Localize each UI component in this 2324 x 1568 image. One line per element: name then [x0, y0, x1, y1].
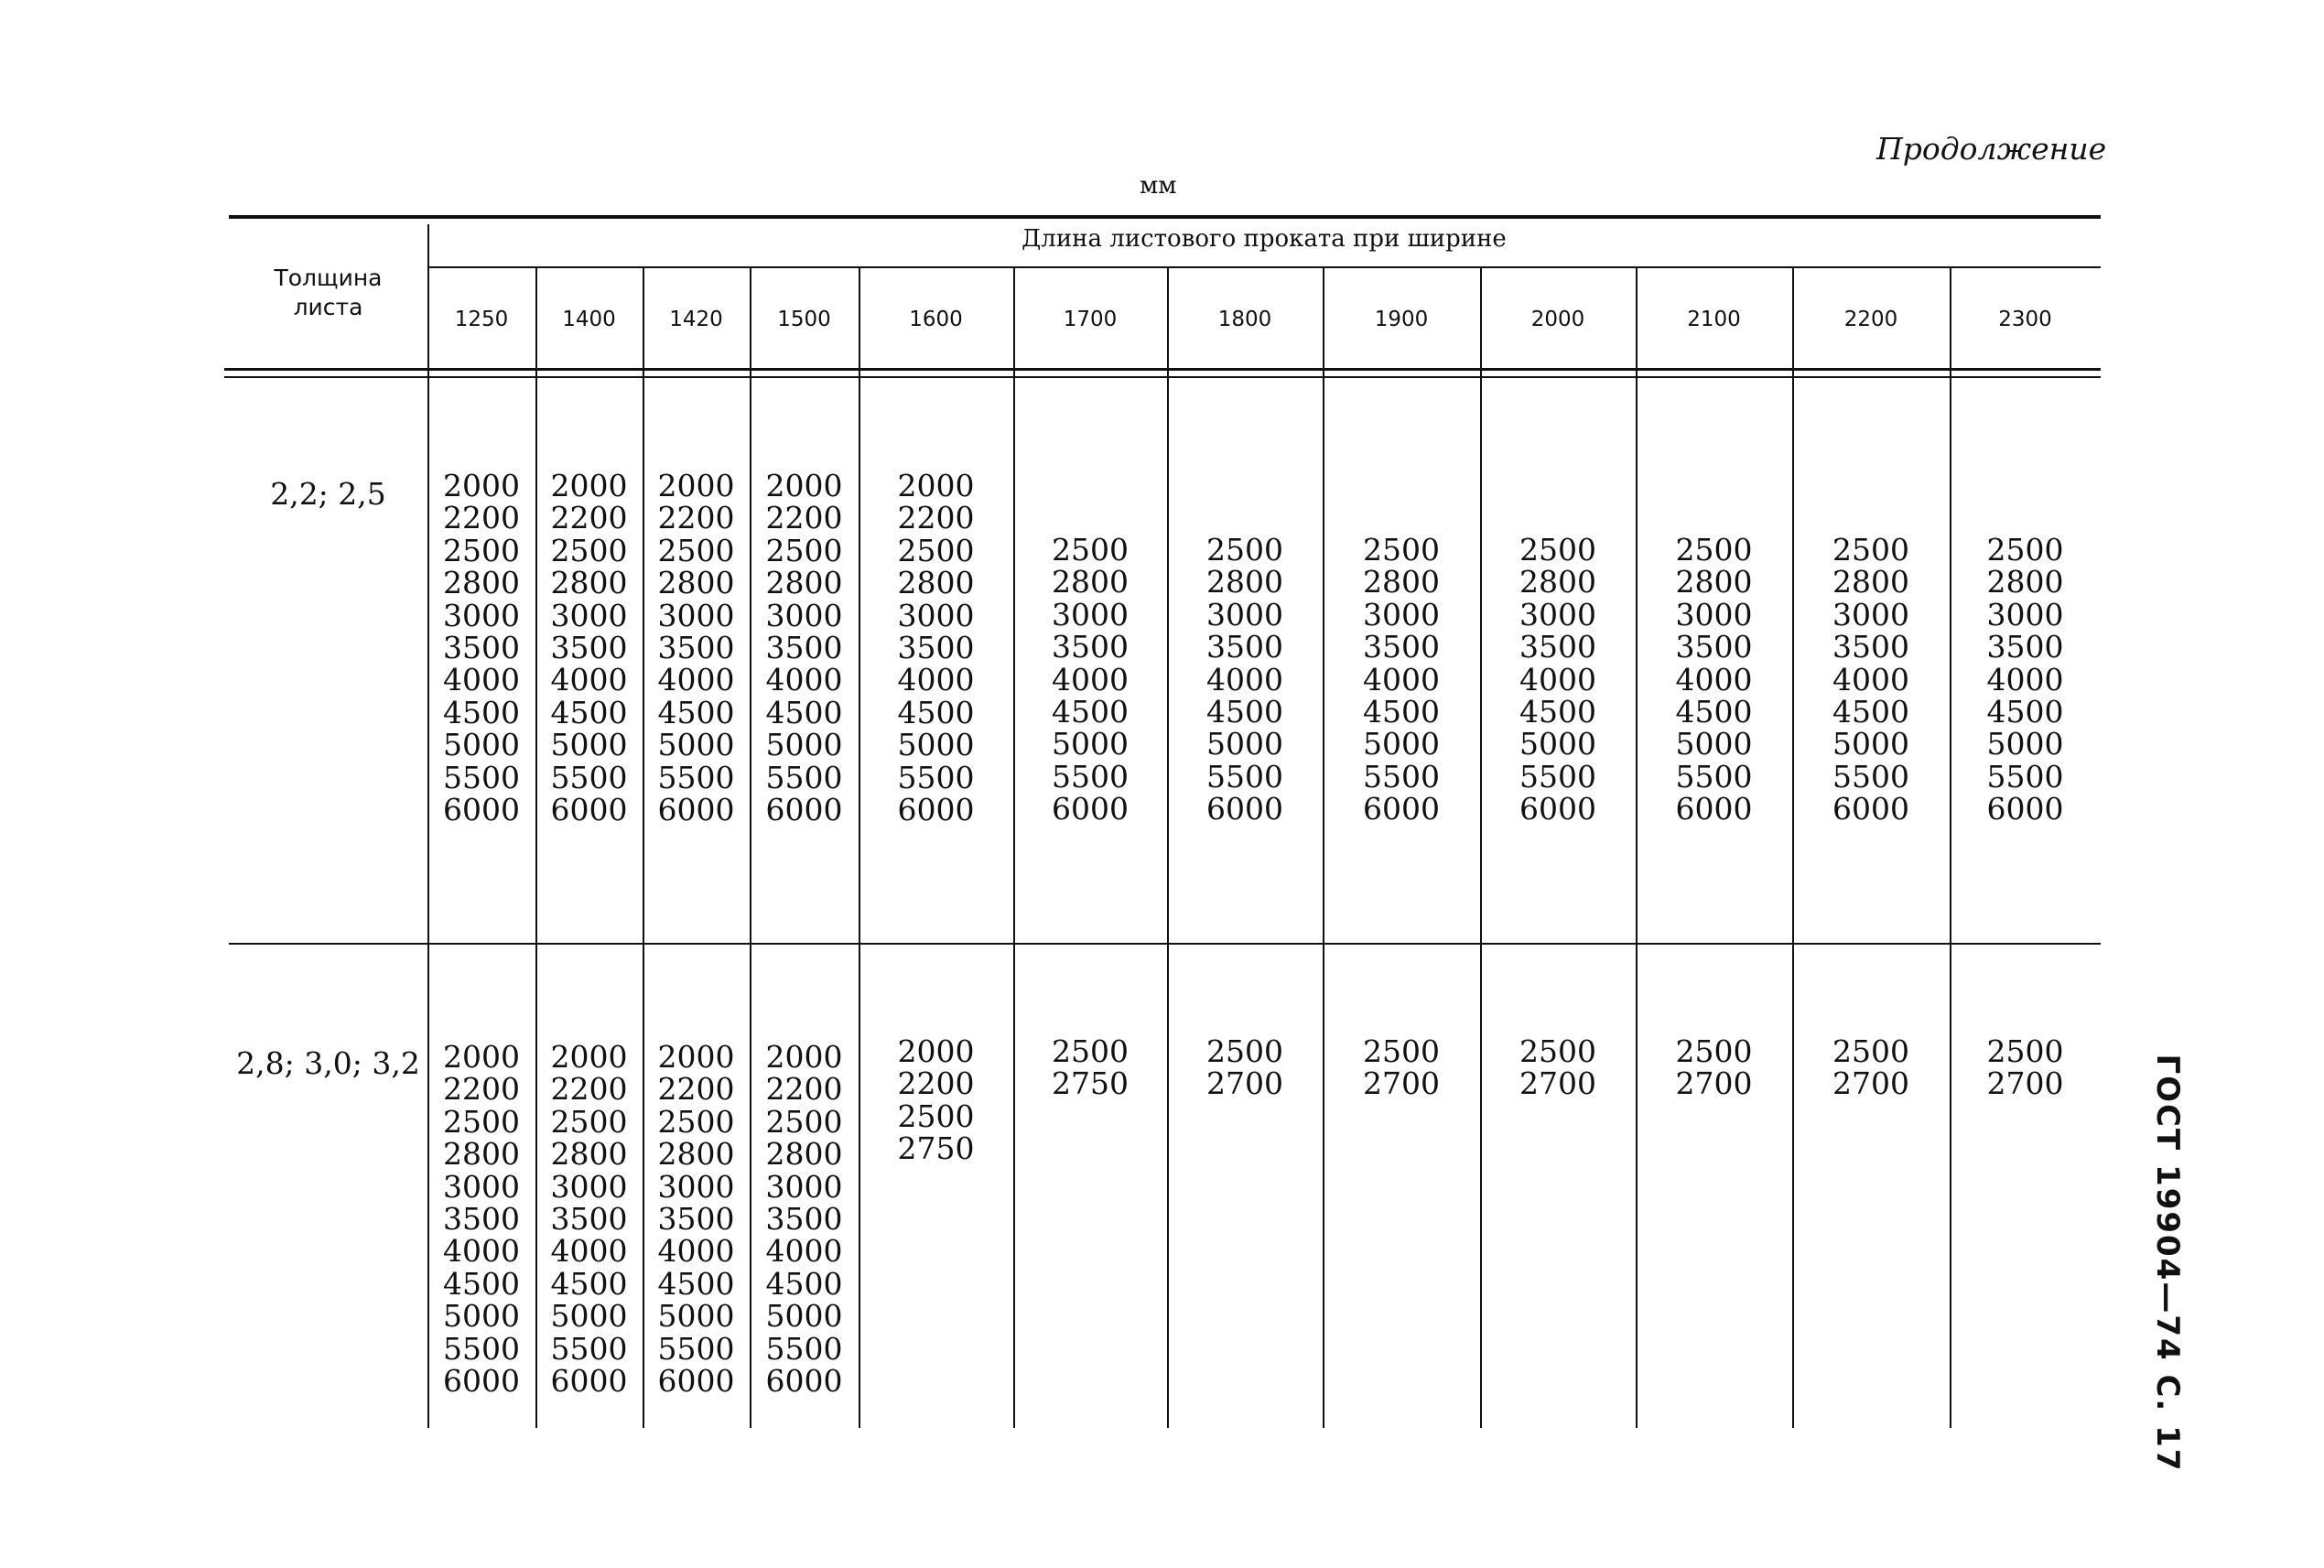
length-value: 2000: [765, 1039, 843, 1075]
length-value: 4000: [765, 1233, 843, 1270]
length-value: 2750: [1052, 1065, 1129, 1102]
length-value: 3000: [550, 1168, 628, 1205]
length-value: 4500: [1832, 693, 1909, 730]
length-value: 5500: [1832, 758, 1909, 795]
length-value: 6000: [765, 791, 843, 827]
length-value: 3500: [765, 629, 843, 665]
length-value: 3500: [550, 1200, 628, 1237]
length-value: 4500: [1052, 693, 1129, 730]
table-cell: [535, 470, 643, 826]
length-value: 5500: [657, 1330, 735, 1367]
length-value: 3500: [1206, 629, 1283, 665]
table-cell: [1636, 534, 1792, 826]
length-value: 2700: [1519, 1065, 1596, 1102]
width-header-2000: 2000: [1530, 308, 1585, 331]
length-value: 4500: [550, 694, 628, 730]
length-value: 2500: [550, 532, 628, 568]
length-value: 6000: [897, 791, 975, 827]
thickness-header-line: листа: [293, 294, 363, 320]
length-value: 5500: [1052, 758, 1129, 795]
table-cell: [427, 1041, 535, 1397]
length-value: 2200: [897, 500, 975, 536]
vline-col-10: [1792, 266, 1794, 1428]
vline-col-8: [1480, 266, 1482, 1428]
document-code: [2140, 1054, 2195, 1473]
length-value: 5000: [1519, 726, 1596, 762]
length-value: 2800: [1986, 564, 2064, 600]
length-value: 2500: [1675, 1033, 1753, 1069]
length-value: 5500: [550, 1330, 628, 1367]
length-value: 3000: [1675, 596, 1753, 633]
length-value: 6000: [1363, 791, 1440, 827]
length-value: 2500: [1519, 1033, 1596, 1069]
length-value: 2500: [1206, 532, 1283, 568]
length-value: 6000: [1675, 791, 1753, 827]
length-value: 5000: [1832, 726, 1909, 762]
length-value: 3500: [1675, 629, 1753, 665]
length-value: 2700: [1363, 1065, 1440, 1102]
table-cell: [1013, 1035, 1167, 1100]
length-value: 2800: [897, 565, 975, 601]
length-value: 3000: [1206, 596, 1283, 633]
length-value: 4000: [1832, 661, 1909, 697]
length-value: 4500: [1675, 693, 1753, 730]
length-value: 3500: [443, 629, 520, 665]
length-value: 2200: [550, 500, 628, 536]
length-value: 3500: [765, 1200, 843, 1237]
length-value: 5500: [1986, 758, 2064, 795]
length-value: 4500: [1519, 693, 1596, 730]
length-value: 2800: [1206, 564, 1283, 600]
length-value: 5000: [897, 727, 975, 763]
length-value: 2200: [765, 1071, 843, 1108]
length-value: 2700: [1986, 1065, 2064, 1102]
length-value: 3000: [765, 597, 843, 633]
table-cell: [535, 1041, 643, 1397]
length-value: 3500: [1832, 629, 1909, 665]
length-value: 5000: [657, 727, 735, 763]
table-cell: [1636, 1035, 1792, 1100]
rule-top: [229, 215, 2101, 219]
length-value: 3500: [657, 629, 735, 665]
length-value: 2500: [1832, 1033, 1909, 1069]
length-value: 2000: [550, 468, 628, 503]
length-value: 4000: [897, 662, 975, 698]
length-value: 3000: [1519, 596, 1596, 633]
table-cell: [1013, 534, 1167, 826]
length-value: 2500: [443, 1103, 520, 1140]
length-value: 4000: [1986, 661, 2064, 697]
table-cell: [1792, 534, 1950, 826]
length-value: 2800: [1519, 564, 1596, 600]
length-value: 2500: [765, 532, 843, 568]
length-value: 3500: [897, 629, 975, 665]
length-value: 5000: [550, 727, 628, 763]
length-value: 3500: [657, 1200, 735, 1237]
length-value: 2800: [443, 565, 520, 601]
length-value: 3500: [443, 1200, 520, 1237]
table-cell: [859, 470, 1013, 826]
length-value: 4000: [1675, 661, 1753, 697]
length-value: 5000: [1363, 726, 1440, 762]
row-thickness: 2,2; 2,5: [270, 476, 386, 512]
length-value: 2500: [657, 1103, 735, 1140]
length-value: 2700: [1832, 1065, 1909, 1102]
thickness-header-line: Толщина: [274, 265, 383, 291]
length-value: 2200: [897, 1065, 975, 1102]
length-value: 3000: [1363, 596, 1440, 633]
length-value: 6000: [443, 791, 520, 827]
length-value: 3000: [1832, 596, 1909, 633]
table-cell: [427, 470, 535, 826]
width-header-2100: 2100: [1687, 308, 1741, 331]
width-header-1600: 1600: [909, 308, 963, 331]
rule-row-separator: [229, 943, 2101, 945]
length-value: 2000: [657, 1039, 735, 1075]
width-header-1420: 1420: [669, 308, 723, 331]
width-header-1800: 1800: [1217, 308, 1272, 331]
width-header-1900: 1900: [1374, 308, 1429, 331]
length-value: 3500: [1363, 629, 1440, 665]
length-value: 4500: [1363, 693, 1440, 730]
rule-header-bottom-2: [224, 376, 2101, 378]
length-value: 2800: [657, 1136, 735, 1173]
length-value: 3000: [1986, 596, 2064, 633]
length-value: 5000: [1052, 726, 1129, 762]
length-value: 2500: [443, 532, 520, 568]
length-value: 2000: [657, 468, 735, 503]
length-value: 2500: [1832, 532, 1909, 568]
length-value: 5000: [1675, 726, 1753, 762]
length-value: 4000: [765, 662, 843, 698]
length-value: 4000: [657, 1233, 735, 1270]
length-value: 5000: [1206, 726, 1283, 762]
length-value: 5500: [1519, 758, 1596, 795]
length-value: 3500: [1986, 629, 2064, 665]
document-code-text: ГОСТ 19904—74 С. 17: [2149, 1054, 2186, 1473]
length-value: 2750: [897, 1130, 975, 1167]
table-cell: [1792, 1035, 1950, 1100]
width-group-header: Длина листового проката при ширине: [1021, 225, 1507, 253]
length-value: 2000: [443, 468, 520, 503]
length-value: 2800: [657, 565, 735, 601]
length-value: 4000: [443, 1233, 520, 1270]
table-cell: [1323, 534, 1480, 826]
length-value: 2200: [443, 1071, 520, 1108]
length-value: 2500: [1052, 532, 1129, 568]
table-cell: [1167, 534, 1323, 826]
length-value: 2200: [765, 500, 843, 536]
length-value: 2800: [550, 1136, 628, 1173]
length-value: 2500: [1675, 532, 1753, 568]
table-cell: [643, 470, 750, 826]
vline-col-5: [1013, 266, 1015, 1428]
length-value: 4500: [765, 694, 843, 730]
width-header-1250: 1250: [454, 308, 509, 331]
length-value: 5000: [443, 1298, 520, 1335]
length-value: 4500: [897, 694, 975, 730]
length-value: 2200: [657, 1071, 735, 1108]
length-value: 3000: [657, 1168, 735, 1205]
length-value: 2800: [765, 1136, 843, 1173]
vline-col-9: [1636, 266, 1638, 1428]
length-value: 2200: [550, 1071, 628, 1108]
vline-col-4: [859, 266, 860, 1428]
length-value: 3000: [443, 1168, 520, 1205]
length-value: 6000: [1519, 791, 1596, 827]
length-value: 6000: [1052, 791, 1129, 827]
length-value: 3000: [1052, 596, 1129, 633]
length-value: 4000: [550, 662, 628, 698]
length-value: 5000: [443, 727, 520, 763]
length-value: 6000: [657, 791, 735, 827]
table-cell: [750, 470, 859, 826]
length-value: 2800: [1832, 564, 1909, 600]
table-cell: [1323, 1035, 1480, 1100]
length-value: 2500: [550, 1103, 628, 1140]
length-value: 2700: [1206, 1065, 1283, 1102]
vline-col-7: [1323, 266, 1324, 1428]
length-value: 2500: [1519, 532, 1596, 568]
length-value: 4500: [443, 694, 520, 730]
length-value: 6000: [1986, 791, 2064, 827]
length-value: 2500: [1986, 1033, 2064, 1069]
length-value: 5500: [443, 1330, 520, 1367]
table-cell: [1167, 1035, 1323, 1100]
length-value: 5000: [657, 1298, 735, 1335]
length-value: 2000: [897, 468, 975, 503]
thickness-header: [229, 264, 427, 322]
length-value: 2500: [1363, 532, 1440, 568]
vline-col-6: [1167, 266, 1169, 1428]
length-value: 5500: [1206, 758, 1283, 795]
length-value: 2800: [1675, 564, 1753, 600]
length-value: 3000: [897, 597, 975, 633]
length-value: 2000: [443, 1039, 520, 1075]
length-value: 2500: [657, 532, 735, 568]
length-value: 5500: [657, 759, 735, 795]
length-value: 4500: [765, 1265, 843, 1302]
length-value: 5500: [443, 759, 520, 795]
length-value: 2500: [1052, 1033, 1129, 1069]
table-cell: [1480, 534, 1636, 826]
table-cell: [750, 1041, 859, 1397]
length-value: 3000: [765, 1168, 843, 1205]
length-value: 3500: [1052, 629, 1129, 665]
rule-header-bottom-1: [224, 368, 2101, 371]
length-value: 5000: [765, 1298, 843, 1335]
vline-col-11: [1950, 266, 1951, 1428]
length-value: 4000: [1052, 661, 1129, 697]
continuation-label: Продолжение: [1876, 131, 2107, 167]
length-value: 3500: [550, 629, 628, 665]
length-value: 4500: [1206, 693, 1283, 730]
length-value: 2800: [443, 1136, 520, 1173]
length-value: 2500: [1206, 1033, 1283, 1069]
width-header-1400: 1400: [562, 308, 616, 331]
width-header-1500: 1500: [777, 308, 831, 331]
length-value: 2800: [1052, 564, 1129, 600]
length-value: 3500: [1519, 629, 1596, 665]
length-value: 4500: [550, 1265, 628, 1302]
length-value: 5000: [550, 1298, 628, 1335]
length-value: 5500: [765, 759, 843, 795]
length-value: 4500: [657, 1265, 735, 1302]
table-cell: [643, 1041, 750, 1397]
length-value: 4000: [1363, 661, 1440, 697]
length-value: 2800: [550, 565, 628, 601]
length-value: 2500: [897, 1098, 975, 1134]
length-value: 6000: [1206, 791, 1283, 827]
table-cell: [859, 1035, 1013, 1165]
length-value: 2800: [765, 565, 843, 601]
length-value: 2000: [765, 468, 843, 503]
width-header-1700: 1700: [1063, 308, 1118, 331]
rule-subheader: [427, 266, 2101, 268]
table-cell: [1950, 1035, 2101, 1100]
width-header-2200: 2200: [1843, 308, 1898, 331]
length-value: 6000: [550, 1362, 628, 1399]
length-value: 4000: [1206, 661, 1283, 697]
length-value: 5500: [897, 759, 975, 795]
length-value: 4500: [657, 694, 735, 730]
length-value: 6000: [550, 791, 628, 827]
length-value: 5500: [765, 1330, 843, 1367]
unit-label: мм: [1140, 172, 1177, 200]
length-value: 3000: [443, 597, 520, 633]
length-value: 5000: [765, 727, 843, 763]
length-value: 5500: [1363, 758, 1440, 795]
length-value: 5500: [1675, 758, 1753, 795]
length-value: 2000: [897, 1033, 975, 1069]
length-value: 2500: [765, 1103, 843, 1140]
length-value: 4000: [443, 662, 520, 698]
length-value: 6000: [657, 1362, 735, 1399]
length-value: 2700: [1675, 1065, 1753, 1102]
table-cell: [1950, 534, 2101, 826]
length-value: 2200: [443, 500, 520, 536]
length-value: 3000: [550, 597, 628, 633]
width-header-2300: 2300: [1998, 308, 2052, 331]
length-value: 2500: [897, 532, 975, 568]
length-value: 6000: [765, 1362, 843, 1399]
length-value: 5500: [550, 759, 628, 795]
length-value: 2800: [1363, 564, 1440, 600]
length-value: 3000: [657, 597, 735, 633]
length-value: 5000: [1986, 726, 2064, 762]
length-value: 2500: [1986, 532, 2064, 568]
length-value: 2200: [657, 500, 735, 536]
length-value: 4000: [657, 662, 735, 698]
length-value: 4000: [550, 1233, 628, 1270]
length-value: 4000: [1519, 661, 1596, 697]
length-value: 6000: [443, 1362, 520, 1399]
length-value: 4500: [1986, 693, 2064, 730]
length-value: 6000: [1832, 791, 1909, 827]
length-value: 2500: [1363, 1033, 1440, 1069]
length-value: 4500: [443, 1265, 520, 1302]
table-cell: [1480, 1035, 1636, 1100]
length-value: 2000: [550, 1039, 628, 1075]
row-thickness: 2,8; 3,0; 3,2: [236, 1045, 420, 1081]
